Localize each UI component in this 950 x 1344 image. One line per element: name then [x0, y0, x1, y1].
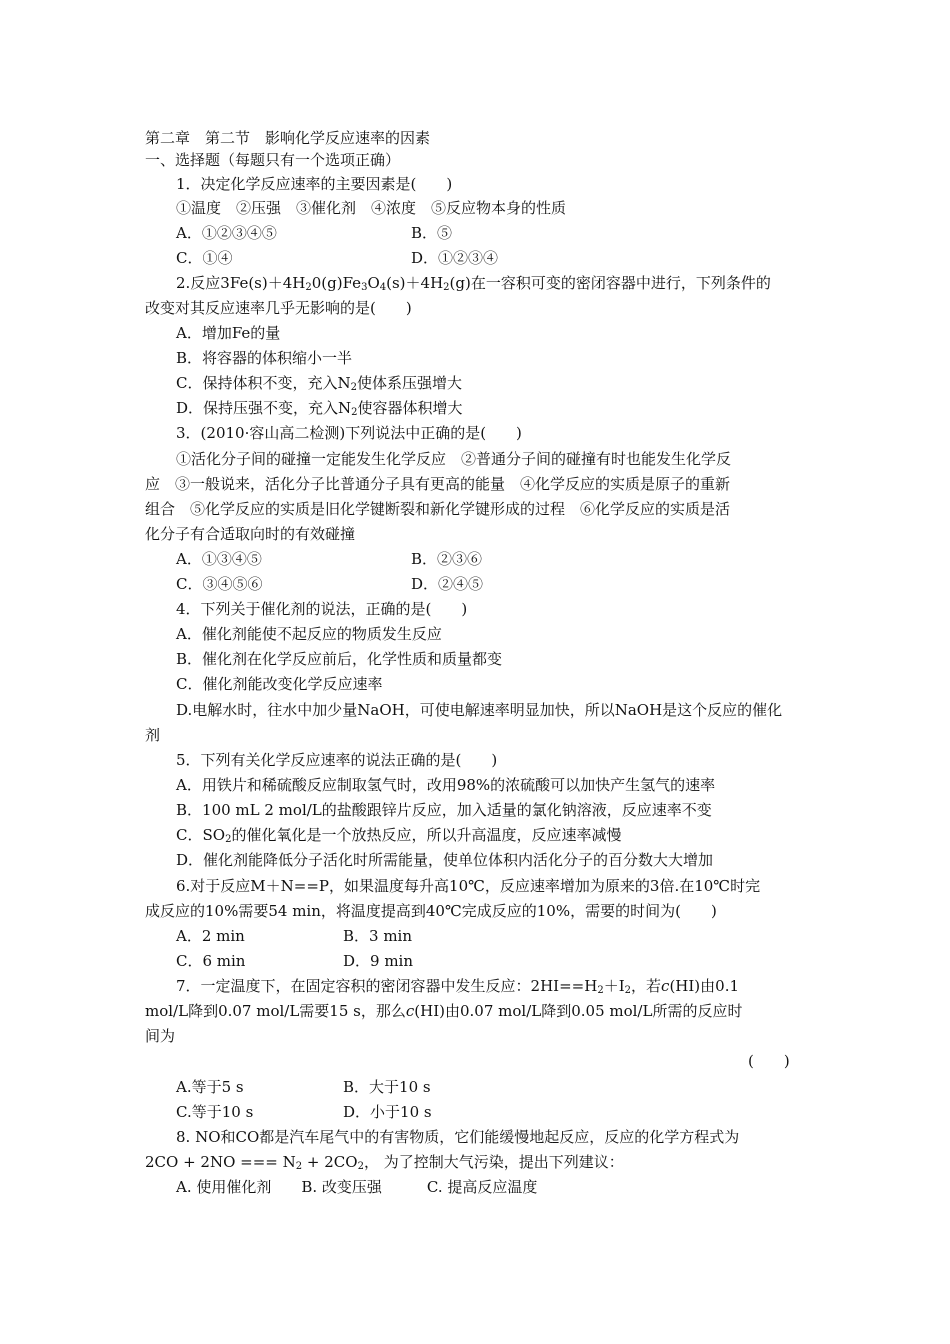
q3-option-a: A．①③④⑤	[176, 550, 262, 568]
q3-statement-line4: 化分子有合适取向时的有效碰撞	[145, 525, 356, 543]
q5-option-b: B．100 mL 2 mol/L的盐酸跟锌片反应，加入适量的氯化钠溶液，反应速率不变	[176, 801, 712, 819]
q4-option-d-line2: 剂	[145, 726, 161, 744]
q4-stem: 4．下列关于催化剂的说法，正确的是( )	[176, 600, 468, 618]
q7-option-c: C.等于10 s	[176, 1103, 254, 1121]
q7-answer-paren: ( )	[748, 1052, 790, 1070]
q5-stem: 5．下列有关化学反应速率的说法正确的是( )	[176, 751, 498, 769]
q6-option-d: D．9 min	[343, 952, 414, 970]
q1-option-d: D．①②③④	[411, 249, 499, 267]
q6-option-c: C．6 min	[176, 952, 246, 970]
q4-option-b: B．催化剂在化学反应前后，化学性质和质量都变	[176, 650, 503, 668]
q7-stem-line3: 间为	[145, 1027, 176, 1045]
q8-stem-line1: 8. NO和CO都是汽车尾气中的有害物质，它们能缓慢地起反应，反应的化学方程式为	[176, 1128, 740, 1146]
q8-options: A. 使用催化剂 B. 改变压强 C. 提高反应温度	[176, 1178, 538, 1196]
q4-option-a: A．催化剂能使不起反应的物质发生反应	[176, 625, 442, 643]
q1-stem: 1．决定化学反应速率的主要因素是( )	[176, 175, 453, 193]
q3-option-d: D．②④⑤	[411, 575, 484, 593]
q3-statement-line1: ①活化分子间的碰撞一定能发生化学反应 ②普通分子间的碰撞有时也能发生化学反	[176, 450, 732, 468]
q7-option-d: D．小于10 s	[343, 1103, 432, 1121]
q5-option-a: A．用铁片和稀硫酸反应制取氢气时，改用98%的浓硫酸可以加快产生氢气的速率	[176, 776, 716, 794]
q2-option-a: A．增加Fe的量	[176, 324, 281, 342]
q3-statement-line2: 应 ③一般说来，活化分子比普通分子具有更高的能量 ④化学反应的实质是原子的重新	[145, 475, 731, 493]
q7-option-b: B．大于10 s	[343, 1078, 431, 1096]
q4-option-c: C．催化剂能改变化学反应速率	[176, 675, 383, 693]
q6-option-a: A．2 min	[176, 927, 245, 945]
section-heading: 一、选择题（每题只有一个选项正确）	[145, 151, 401, 169]
q6-stem-line1: 6.对于反应M＋N==P，如果温度每升高10℃，反应速率增加为原来的3倍.在10℃时完	[176, 877, 761, 895]
q7-stem-line1: 7．一定温度下，在固定容积的密闭容器中发生反应：$2HI==H_2+I_2$，若c(HI)由0.1	[176, 977, 740, 996]
q6-stem-line2: 成反应的10%需要54 min，将温度提高到40℃完成反应的10%，需要的时间为( )	[145, 902, 717, 920]
q1-items: ①温度 ②压强 ③催化剂 ④浓度 ⑤反应物本身的性质	[176, 199, 567, 217]
q2-option-b: B．将容器的体积缩小一半	[176, 349, 353, 367]
q1-option-b: B．⑤	[411, 224, 453, 242]
q2-stem-line1: 2.反应$3Fe(s)+4H_20(g)Fe_3O_4(s)+4H_2(g)$在一容积可变的密闭容器中进行，下列条件的	[176, 274, 771, 293]
document-title: 第二章 第二节 影响化学反应速率的因素	[145, 129, 431, 147]
q5-option-c: C．$SO_2$的催化氧化是一个放热反应，所以升高温度，反应速率减慢	[176, 826, 622, 845]
q2-option-d: D．保持压强不变，充入$N_2$使容器体积增大	[176, 399, 463, 418]
q7-option-a: A.等于5 s	[176, 1078, 244, 1096]
q4-option-d-line1: D.电解水时，往水中加少量NaOH，可使电解速率明显加快，所以NaOH是这个反应的催化	[176, 701, 783, 719]
q6-option-b: B．3 min	[343, 927, 413, 945]
q8-stem-line2: 2CO + 2NO === $N_2 + 2CO_2$， 为了控制大气污染，提出下列建议：	[145, 1153, 624, 1172]
q3-stem: 3．(2010·容山高二检测)下列说法中正确的是( )	[176, 424, 522, 442]
q3-statement-line3: 组合 ⑤化学反应的实质是旧化学键断裂和新化学键形成的过程 ⑥化学反应的实质是活	[145, 500, 731, 518]
q1-option-a: A．①②③④⑤	[176, 224, 277, 242]
q3-option-c: C．③④⑤⑥	[176, 575, 263, 593]
q3-option-b: B．②③⑥	[411, 550, 483, 568]
q7-stem-line2: mol/L降到0.07 mol/L需要15 s，那么c(HI)由0.07 mol/L降到0.05 mol/L所需的反应时	[145, 1002, 743, 1020]
q2-option-c: C．保持体积不变，充入$N_2$使体系压强增大	[176, 374, 462, 393]
q5-option-d: D．催化剂能降低分子活化时所需能量，使单位体积内活化分子的百分数大大增加	[176, 851, 714, 869]
q1-option-c: C．①④	[176, 249, 233, 267]
q2-stem-line2: 改变对其反应速率几乎无影响的是( )	[145, 299, 412, 317]
